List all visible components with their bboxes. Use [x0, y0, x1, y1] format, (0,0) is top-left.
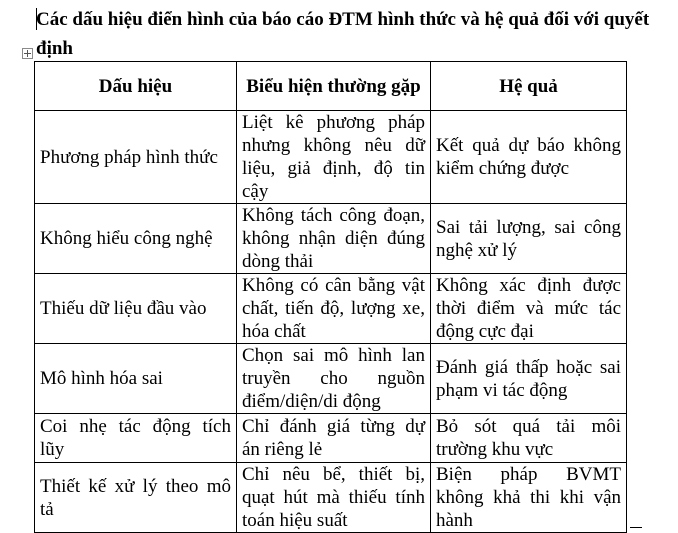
cell-sign: Mô hình hóa sai — [35, 344, 237, 414]
cell-sign: Không hiểu công nghệ — [35, 204, 237, 274]
cell-consequence: Không xác định được thời điểm và mức tác động cực đại — [431, 274, 627, 344]
header-manifestation: Biểu hiện thường gặp — [237, 62, 431, 111]
table-row — [35, 414, 627, 463]
signs-table — [34, 61, 627, 533]
cell-sign: Thiếu dữ liệu đầu vào — [35, 274, 237, 344]
cell-consequence: Biện pháp BVMT không khả thi khi vận hành — [431, 463, 627, 533]
table-row — [35, 204, 627, 274]
cell-manifestation: Chỉ đánh giá từng dự án riêng lẻ — [237, 414, 431, 463]
table-end-marker — [630, 527, 642, 528]
table-move-handle-icon[interactable] — [22, 48, 33, 59]
cell-sign: Thiết kế xử lý theo mô tả — [35, 463, 237, 533]
table-header-row — [35, 62, 627, 111]
table-row — [35, 463, 627, 533]
cell-manifestation: Chọn sai mô hình lan truyền cho nguồn điểm/diện/di động — [237, 344, 431, 414]
cell-manifestation: Chỉ nêu bể, thiết bị, quạt hút mà thiếu tính toán hiệu suất — [237, 463, 431, 533]
cell-manifestation: Không có cân bằng vật chất, tiến độ, lượng xe, hóa chất — [237, 274, 431, 344]
cell-consequence: Sai tải lượng, sai công nghệ xử lý — [431, 204, 627, 274]
cell-manifestation: Không tách công đoạn, không nhận diện đúng dòng thải — [237, 204, 431, 274]
cell-sign: Phương pháp hình thức — [35, 111, 237, 204]
cell-consequence: Kết quả dự báo không kiểm chứng được — [431, 111, 627, 204]
cell-consequence: Đánh giá thấp hoặc sai phạm vi tác động — [431, 344, 627, 414]
table-row — [35, 111, 627, 204]
table-row — [35, 344, 627, 414]
header-sign: Dấu hiệu — [35, 62, 237, 111]
cell-sign: Coi nhẹ tác động tích lũy — [35, 414, 237, 463]
header-consequence: Hệ quả — [431, 62, 627, 111]
cell-consequence: Bỏ sót quá tải môi trường khu vực — [431, 414, 627, 463]
cell-manifestation: Liệt kê phương pháp nhưng không nêu dữ liệu, giả định, độ tin cậy — [237, 111, 431, 204]
table-row — [35, 274, 627, 344]
table-caption: Các dấu hiệu điển hình của báo cáo ĐTM hình thức và hệ quả đối với quyết định — [36, 9, 650, 59]
